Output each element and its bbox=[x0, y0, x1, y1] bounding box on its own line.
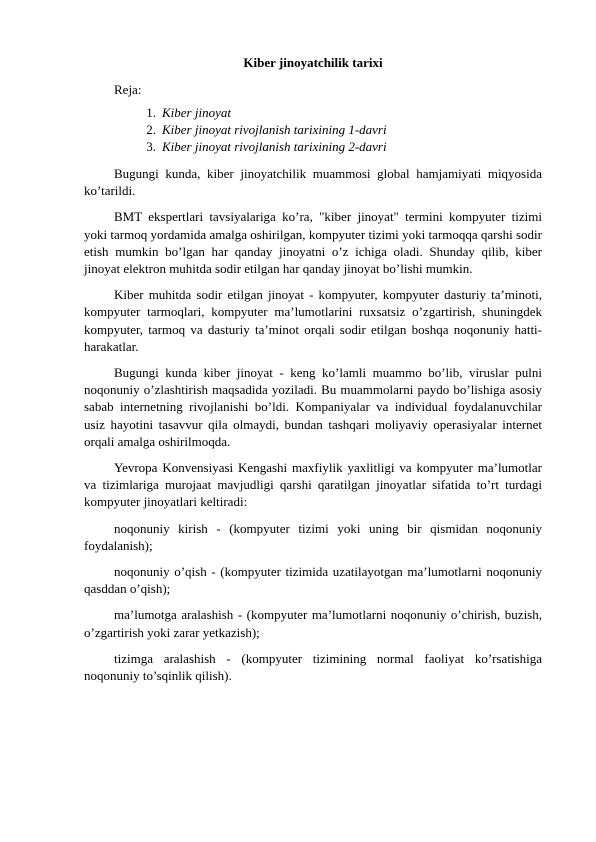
paragraph-data-interference: ma’lumotga aralashish - (kompyuter ma’lumotlarni noqonuniy o’chirish, buzish, o’zgartirish yoki zarar yetkazish); bbox=[84, 607, 542, 640]
plan-item bbox=[84, 104, 542, 121]
paragraph-un-definition: BMT ekspertlari tavsiyalariga ko’ra, "kiber jinoyat" termini kompyuter tizimi yoki tarmoq yordamida amalga oshirilgan, kompyuter tizimi yoki tarmoqqa qarshi sodir etish mumkin bo’lgan har qanday jinoyatni o’z ichiga oladi. Shunday qilib, kiber jinoyat elektron muhitda sodir etilgan har qanday jinoyat bo’lishi mumkin. bbox=[84, 209, 542, 277]
document-title: Kiber jinoyatchilik tarixi bbox=[243, 55, 383, 70]
paragraph-current-problem: Bugungi kunda kiber jinoyat - keng ko’lamli muammo bo’lib, viruslar pulni noqonuniy o’zlashtirish maqsadida yoziladi. Bu muammolarni paydo bo’lishiga asosiy sabab internetning rivojlanishi bo’ldi. Kompaniyalar va individual foydalanuvchilar usiz hayotini tasavvur qila olmaydi, bundan tashqari moliyaviy operasiyalar internet orqali amalga oshirilmoqda. bbox=[84, 365, 542, 449]
plan-item-text: Kiber jinoyat rivojlanish tarixining 1-davri bbox=[162, 122, 387, 137]
paragraph-council-of-europe: Yevropa Konvensiyasi Kengashi maxfiylik yaxlitligi va kompyuter ma’lumotlar va tizimlariga murojaat mavjudligi qarshi qaratilgan jinoyatlar sifatida to’rt turdagi kompyuter jinoyatlari keltiradi: bbox=[84, 460, 542, 510]
plan-list bbox=[84, 104, 542, 155]
plan-item-number: 3. bbox=[146, 139, 156, 154]
paragraph-illegal-interception: noqonuniy o’qish - (kompyuter tizimida uzatilayotgan ma’lumotlarni noqonuniy qasddan o’qish); bbox=[84, 564, 542, 597]
plan-item-text: Kiber jinoyat rivojlanish tarixining 2-davri bbox=[162, 139, 387, 154]
paragraph-system-interference: tizimga aralashish - (kompyuter tizimining normal faoliyat ko’rsatishiga noqonuniy to’sqinlik qilish). bbox=[84, 650, 542, 684]
paragraph-cyber-environment: Kiber muhitda sodir etilgan jinoyat - kompyuter, kompyuter dasturiy ta’minoti, kompyuter tarmoqlari, kompyuter ma’lumotlarini ruxsatsiz o’zgartirish, shuningdek kompyuter, tarmoq va dasturiy ta’minot orqali sodir etilgan boshqa noqonuniy hatti-harakatlar. bbox=[84, 287, 542, 354]
plan-item bbox=[84, 121, 542, 138]
plan-item-number: 1. bbox=[146, 105, 156, 120]
plan-item-text: Kiber jinoyat bbox=[162, 105, 231, 120]
paragraph-illegal-access: noqonuniy kirish - (kompyuter tizimi yoki uning bir qismidan noqonuniy foydalanish); bbox=[84, 520, 542, 553]
paragraph-intro: Bugungi kunda, kiber jinoyatchilik muammosi global hamjamiyati miqyosida ko’tarildi. bbox=[84, 166, 542, 199]
plan-item-number: 2. bbox=[146, 122, 156, 137]
plan-heading: Reja: bbox=[114, 82, 142, 97]
plan-item bbox=[84, 138, 542, 155]
